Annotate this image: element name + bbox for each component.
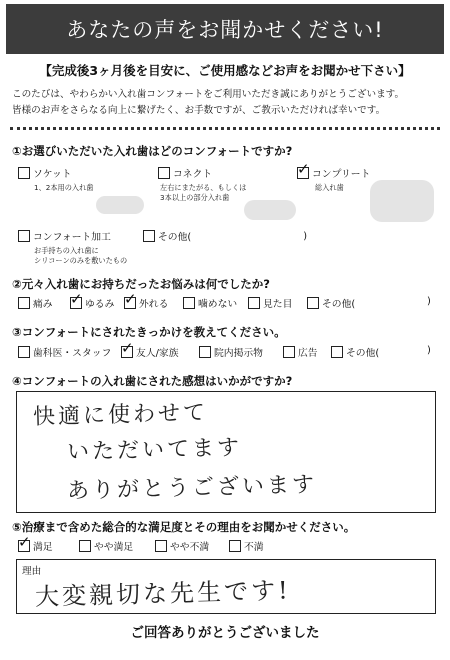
checkbox-checked[interactable] xyxy=(297,160,310,179)
q5-option-dissatisfied[interactable]: 不満 xyxy=(229,539,264,553)
question-4-title: ④コンフォートの入れ歯にされた感想はいかがですか? xyxy=(12,374,293,388)
checkbox[interactable] xyxy=(143,230,155,242)
q2-close-paren: ) xyxy=(427,296,431,307)
checkbox-checked[interactable] xyxy=(121,339,134,358)
handwritten-line-2: いただいてます xyxy=(66,435,243,465)
check-mark-icon: ✓ xyxy=(121,339,134,357)
q2-option-cannot-chew[interactable]: 噛めない xyxy=(183,296,237,310)
question-5-title: ⑤治療まで含めた総合的な満足度とその理由をお聞かせください。 xyxy=(12,520,356,534)
intro-line-2: 皆様のお声をさらなる向上に繋げたく、お手数ですが、ご教示いただければ幸いです。 xyxy=(12,105,386,116)
q3-option-advertisement[interactable]: 広告 xyxy=(283,345,318,359)
checkbox[interactable] xyxy=(183,297,195,309)
survey-title: あなたの声をお聞かせください! xyxy=(66,18,384,42)
checkbox[interactable] xyxy=(229,540,241,552)
checkbox[interactable] xyxy=(79,540,91,552)
q2-option-falls-out[interactable]: ✓ 外れる xyxy=(124,290,169,310)
dotted-divider xyxy=(10,127,440,130)
q5-option-somewhat-dissatisfied[interactable]: やや不満 xyxy=(155,539,209,553)
q1-option-complete[interactable]: ✓ コンプリート 総入れ歯 xyxy=(297,160,371,192)
checkbox-checked[interactable] xyxy=(70,290,83,309)
checkbox[interactable] xyxy=(248,297,260,309)
q5-option-satisfied[interactable]: ✓ 満足 xyxy=(18,533,53,553)
checkbox[interactable] xyxy=(158,167,170,179)
handwritten-line-3: ありがとうございます xyxy=(66,472,318,504)
q3-close-paren: ) xyxy=(427,345,431,356)
q2-option-other[interactable]: その他( xyxy=(307,296,355,310)
checkbox[interactable] xyxy=(283,346,295,358)
q1-option-comfort-processing[interactable]: コンフォート加工 お手持ちの入れ歯に シリコーンのみを敷いたもの xyxy=(18,229,127,266)
question-1-title: ①お選びいただいた入れ歯はどのコンフォートですか? xyxy=(12,144,293,158)
handwritten-line-1: 快適に使わせて xyxy=(32,400,209,430)
q3-option-friend-family[interactable]: ✓ 友人/家族 xyxy=(121,339,179,359)
denture-image-connect xyxy=(244,200,296,220)
denture-image-socket xyxy=(96,196,144,214)
question-2-title: ②元々入れ歯にお持ちだったお悩みは何でしたか? xyxy=(12,277,270,291)
closing-message: ご回答ありがとうございました xyxy=(130,625,320,641)
checkbox-checked[interactable] xyxy=(18,533,31,552)
q2-option-loose[interactable]: ✓ ゆるみ xyxy=(70,290,115,310)
checkbox[interactable] xyxy=(155,540,167,552)
q1-option-other[interactable]: その他( ) xyxy=(143,229,307,243)
check-mark-icon: ✓ xyxy=(297,160,310,178)
intro-line-1: このたびは、やわらかい入れ歯コンフォートをご利用いただき誠にありがとうございます。 xyxy=(12,89,405,100)
checkbox[interactable] xyxy=(199,346,211,358)
check-mark-icon: ✓ xyxy=(124,290,137,308)
checkbox[interactable] xyxy=(18,167,30,179)
check-mark-icon: ✓ xyxy=(70,290,83,308)
q3-option-clinic-poster[interactable]: 院内掲示物 xyxy=(199,345,263,359)
checkbox[interactable] xyxy=(331,346,343,358)
survey-subtitle: 【完成後3ヶ月後を目安に、ご使用感などお声をお聞かせ下さい】 xyxy=(39,63,411,78)
q3-option-other[interactable]: その他( xyxy=(331,345,379,359)
q1-option-connect[interactable]: コネクト 左右にまたがる、もしくは 3本以上の部分入れ歯 xyxy=(160,169,247,202)
q2-option-appearance[interactable]: 見た目 xyxy=(248,296,292,310)
checkbox[interactable] xyxy=(307,297,319,309)
checkbox[interactable] xyxy=(18,297,30,309)
question-3-title: ③コンフォートにされたきっかけを教えてください。 xyxy=(12,325,286,339)
denture-image-complete xyxy=(370,180,434,222)
reason-label: 理由 xyxy=(22,566,42,577)
checkbox[interactable] xyxy=(18,230,30,242)
checkbox[interactable] xyxy=(18,346,30,358)
survey-header xyxy=(6,4,444,54)
q1-option-socket[interactable]: ソケット 1、2本用の入れ歯 xyxy=(18,166,93,193)
reason-answer-box[interactable] xyxy=(16,559,436,614)
q5-option-somewhat-satisfied[interactable]: やや満足 xyxy=(79,539,133,553)
q2-option-pain[interactable]: 痛み xyxy=(18,296,53,310)
handwritten-reason: 大変親切な先生です! xyxy=(34,576,292,611)
check-mark-icon: ✓ xyxy=(18,533,31,551)
checkbox-checked[interactable] xyxy=(124,290,137,309)
q3-option-dental-staff[interactable]: 歯科医・スタッフ xyxy=(18,345,111,359)
impression-answer-box[interactable] xyxy=(16,391,436,513)
intro-text xyxy=(12,87,442,119)
